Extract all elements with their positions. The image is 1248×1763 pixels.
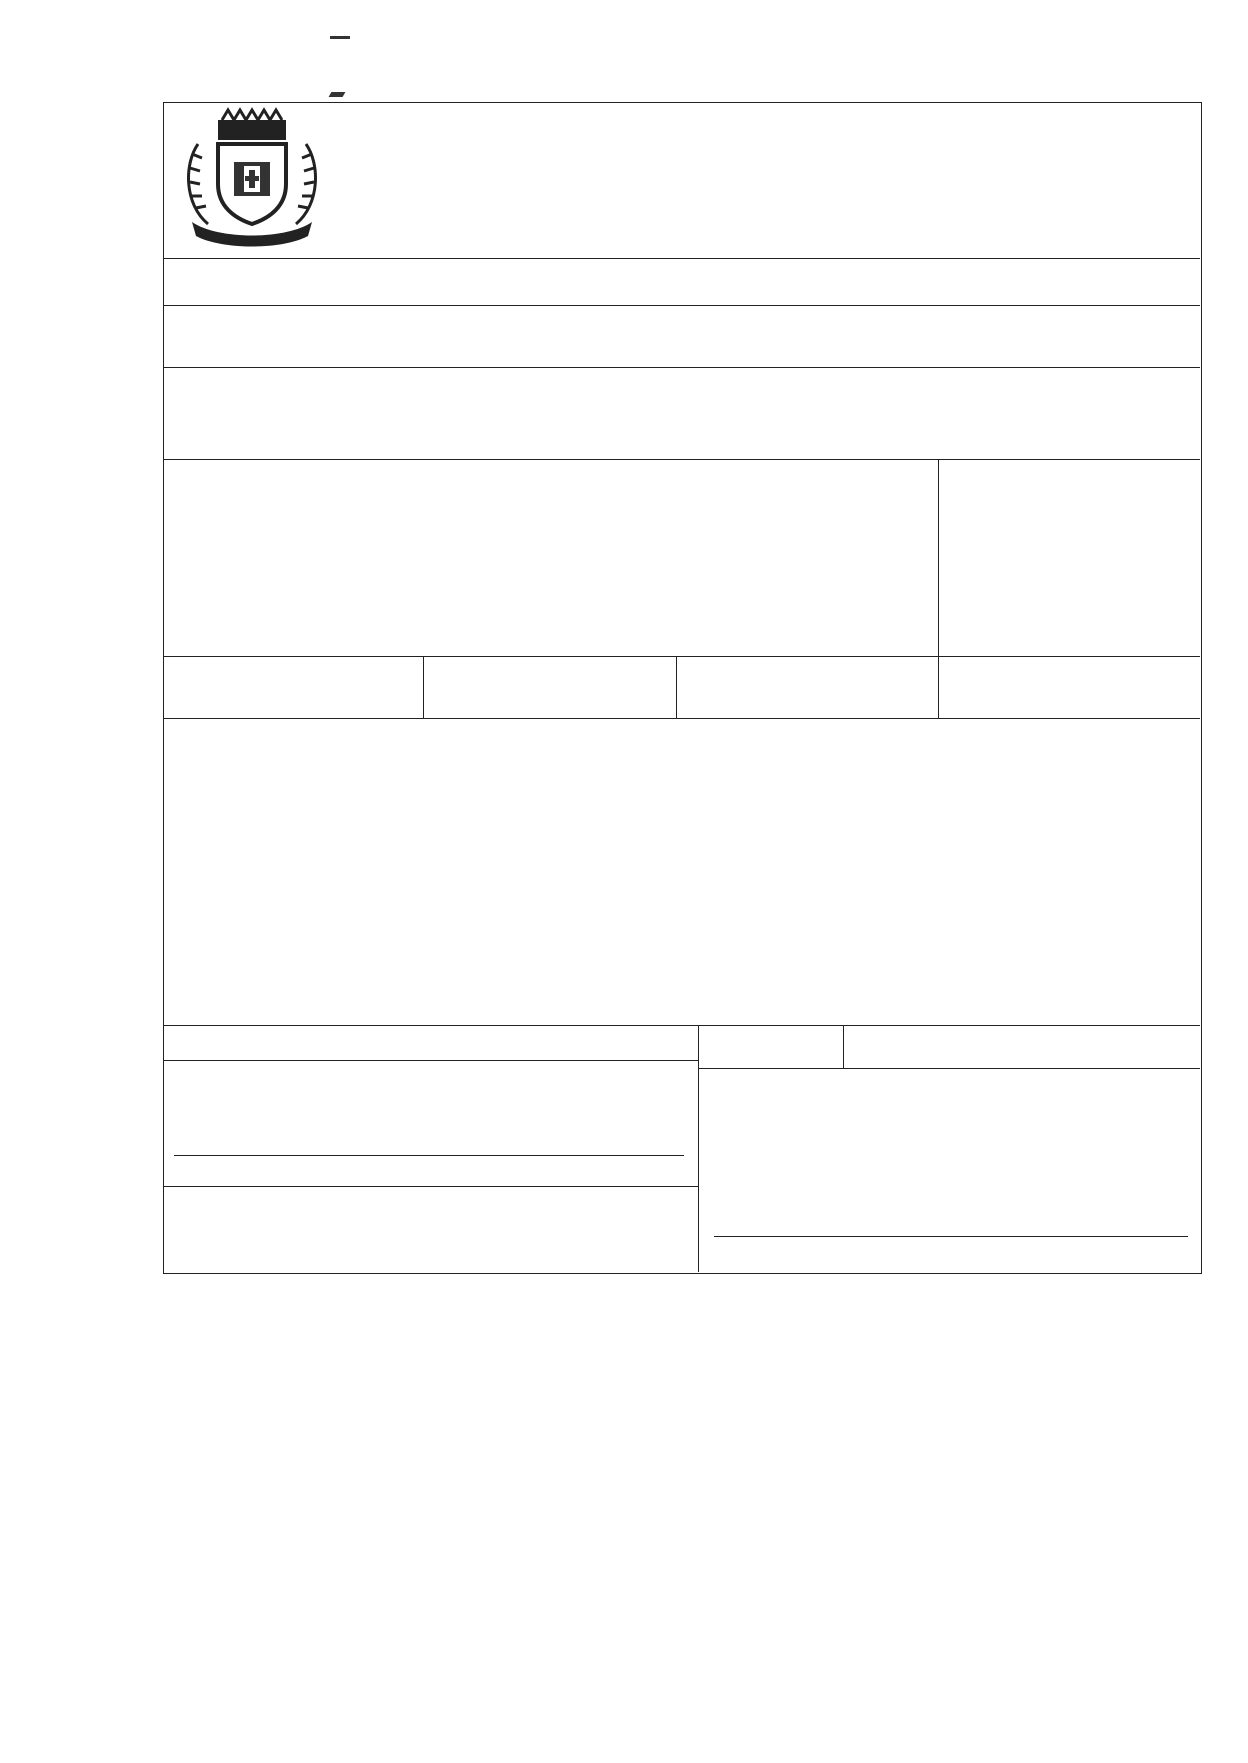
scan-mark bbox=[330, 36, 350, 39]
document-frame bbox=[163, 102, 1202, 1274]
scan-mark bbox=[329, 92, 346, 97]
municipal-emblem bbox=[178, 104, 326, 254]
